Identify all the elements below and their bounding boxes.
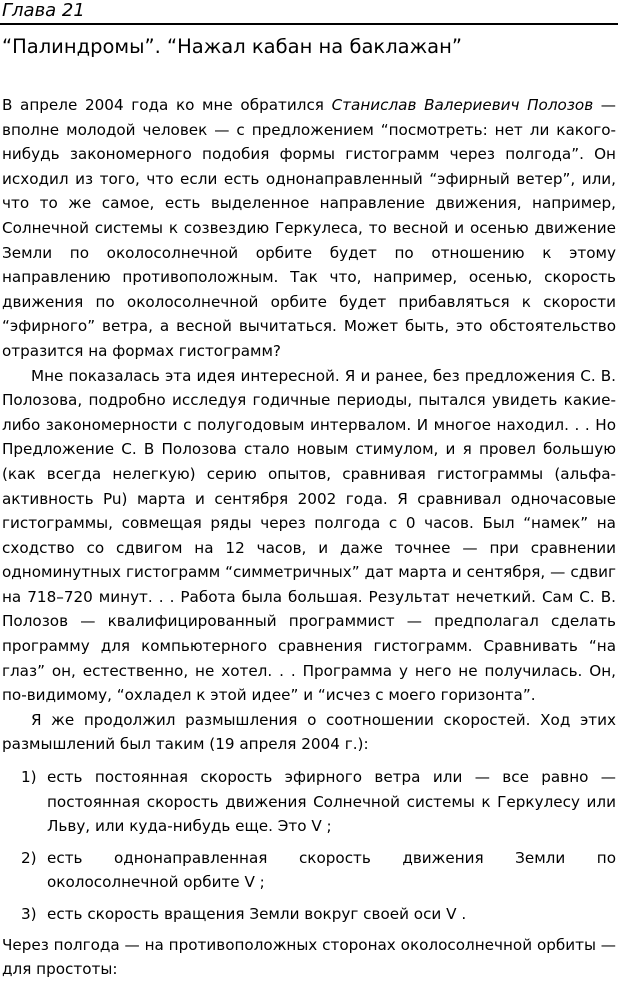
list-item	[2, 902, 616, 927]
list-item	[2, 846, 616, 895]
chapter-rule	[0, 23, 618, 25]
list-text: есть скорость вращения Земли вокруг своей оси V .	[47, 905, 467, 923]
chapter-title: “Палиндромы”. “Нажал кабан на баклажан”	[2, 35, 462, 58]
paragraph-2: Мне показалась эта идея интересной. Я и ранее, без предложения С. В. Полозова, подробно исследуя годичные периоды, пытался увидеть какие-либо закономерности с полугодовым интервалом. И многое находил. . . Но Предложение С. В Полозова стало новым стимулом, и я провел большую (как всегда нелегкую) серию опытов, сравнивая гистограммы (альфа-активность Pu) марта и сентября 2002 года. Я сравнивал одночасовые гистограммы, совмещая ряды через полгода с 0 часов. Был “намек” на сходство со сдвигом на 12 часов, и даже точнее — при сравнении одноминутных гистограмм “симметричных” дат марта и сентября, — сдвиг на 718–720 минут. . . Работа была большая. Результат нечеткий. Сам С. В. Полозов — квалифицированный программист — предполагал сделать программу для компьютерного сравнения гистограмм. Сравнивать “на глаз” он, естественно, не хотел. . . Программа у него не получилась. Он, по-видимому, “охладел к этой идее” и “исчез с моего горизонта”.	[2, 366, 616, 705]
author-name: Станислав Валериевич Полозов	[331, 96, 594, 114]
list-text: есть постоянная скорость эфирного ветра или — все равно — постоянная скорость движения Солнечной системы к Геркулесу или Льву, или куда-нибудь еще. Это V ;	[47, 768, 616, 836]
paragraph-1-pre: В апреле 2004 года ко мне обратился	[2, 96, 332, 114]
paragraph-1	[2, 93, 616, 364]
body-text	[2, 93, 616, 982]
chapter-heading: Глава 21	[2, 0, 85, 21]
list-text: есть однонаправленная скорость движения Земли по околосолнечной орбите V ;	[47, 848, 616, 892]
velocity-list	[2, 765, 616, 927]
paragraph-3: Я же продолжил размышления о соотношении скоростей. Ход этих размышлений был таким (19 апреля 2004 г.):	[2, 710, 616, 754]
list-number: 2)	[21, 848, 37, 867]
list-number: 3)	[21, 905, 37, 923]
list-number: 1)	[21, 768, 37, 787]
paragraph-1-post: — вполне молодой человек — с предложением “посмотреть: нет ли какого-нибудь закономерного подобия формы гистограмм через полгода”. Он исходил из того, что если есть однонаправленный “эфирный ветер”, или, что то же самое, есть выделенное направление движения, например, Солнечной системы к созвездию Геркулеса, то весной и осенью движение Земли по околосолнечной орбите будет по отношению к этому направлению противоположным. Так что, например, осенью, скорость движения по околосолнечной орбите будет прибавляться к скорости “эфирного” ветра, а весной вычитаться. Может быть, это обстоятельство отразится на формах гистограмм?	[2, 96, 616, 360]
list-item	[2, 765, 616, 839]
closing-paragraph: Через полгода — на противоположных сторонах околосолнечной орбиты — для простоты:	[2, 935, 616, 979]
